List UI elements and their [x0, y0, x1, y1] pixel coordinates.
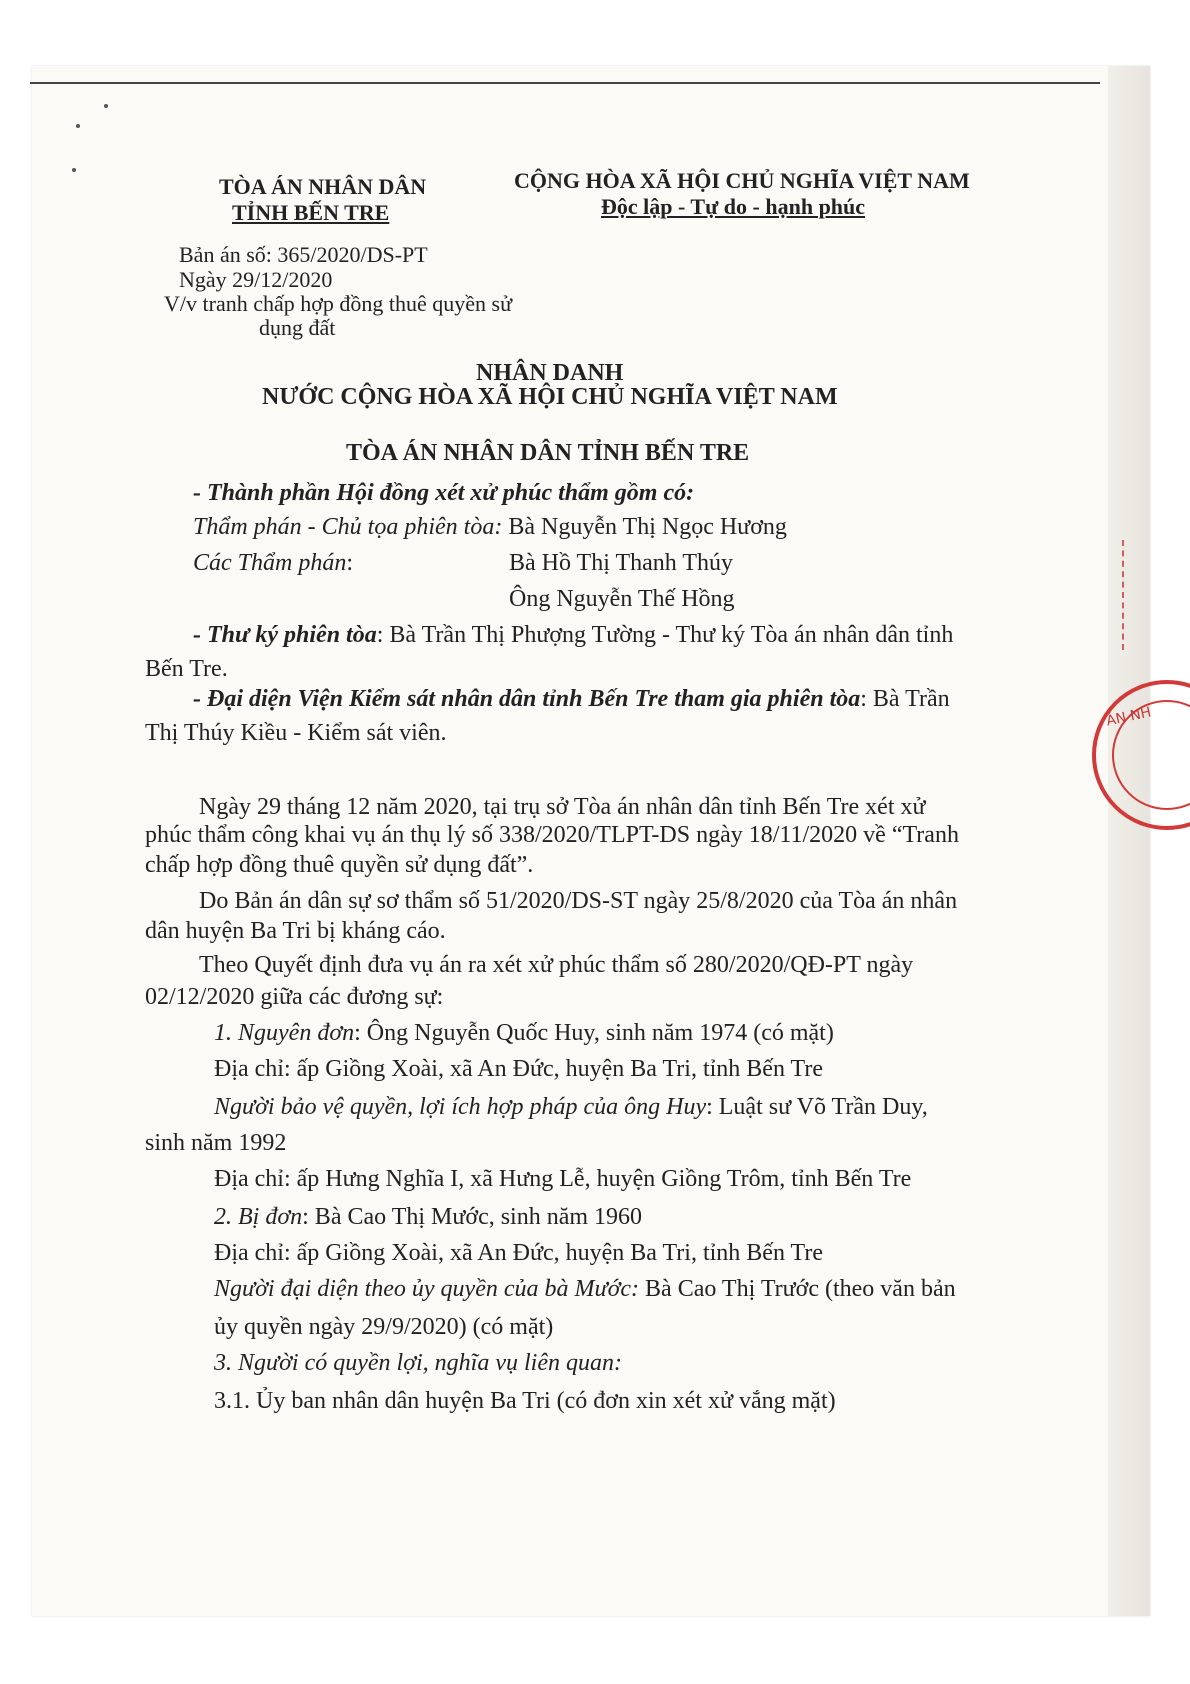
margin-stamp-mark — [1122, 540, 1134, 650]
nation-line1: CỘNG HÒA XÃ HỘI CHỦ NGHĨA VIỆT NAM — [514, 168, 970, 193]
protector-text: : Luật sư Võ Trần Duy, — [706, 1094, 928, 1120]
nation-line2: Độc lập - Tự do - hạnh phúc — [601, 194, 866, 219]
ink-speck — [76, 124, 80, 128]
judgment-date: Ngày 29/12/2020 — [179, 267, 333, 292]
court-name-line1: TÒA ÁN NHÂN DÂN — [219, 174, 427, 199]
clerk-line1 — [193, 622, 953, 649]
defendant-text: : Bà Cao Thị Mước, sinh năm 1960 — [302, 1204, 643, 1230]
case-subject-line1: V/v tranh chấp hợp đồng thuê quyền sử — [164, 291, 512, 316]
protector-birth: sinh năm 1992 — [145, 1130, 287, 1156]
court-name-line2: TỈNH BẾN TRE — [232, 200, 390, 225]
representative-line2: ủy quyền ngày 29/9/2020) (có mặt) — [214, 1314, 554, 1340]
clerk-label: - Thư ký phiên tòa — [193, 622, 377, 648]
ink-speck — [104, 104, 108, 108]
clerk-line2: Bến Tre. — [145, 656, 228, 682]
representative-line — [214, 1276, 956, 1303]
top-rule — [30, 82, 1100, 84]
judges-label: Các Thẩm phán — [193, 550, 347, 576]
paragraph2-line2: dân huyện Ba Tri bị kháng cáo. — [145, 918, 446, 944]
procuracy-line2: Thị Thúy Kiều - Kiểm sát viên. — [145, 720, 447, 746]
procuracy-line1 — [193, 686, 950, 713]
title-line2: NƯỚC CỘNG HÒA XÃ HỘI CHỦ NGHĨA VIỆT NAM — [262, 384, 838, 410]
title-line1: NHÂN DANH — [476, 360, 624, 386]
protector-label: Người bảo vệ quyền, lợi ích hợp pháp của ông Huy — [214, 1094, 707, 1120]
procuracy-text: : Bà Trần — [860, 686, 950, 712]
related-party-1: 3.1. Ủy ban nhân dân huyện Ba Tri (có đơn xin xét xử vắng mặt) — [214, 1388, 836, 1414]
protector-address: Địa chỉ: ấp Hưng Nghĩa I, xã Hưng Lễ, huyện Giồng Trôm, tỉnh Bến Tre — [214, 1166, 912, 1192]
plaintiff-line — [214, 1020, 834, 1047]
judge-2: Ông Nguyễn Thế Hồng — [509, 586, 735, 612]
plaintiff-text: : Ông Nguyễn Quốc Huy, sinh năm 1974 (có mặt) — [354, 1020, 834, 1046]
presiding-name: Bà Nguyễn Thị Ngọc Hương — [502, 514, 787, 540]
defendant-line — [214, 1204, 642, 1231]
protector-line — [214, 1094, 928, 1121]
panel-heading: - Thành phần Hội đồng xét xử phúc thẩm gồm có: — [193, 480, 695, 506]
ink-speck — [72, 168, 76, 172]
paragraph2-line1: Do Bản án dân sự sơ thẩm số 51/2020/DS-ST ngày 25/8/2020 của Tòa án nhân — [199, 888, 958, 914]
paragraph1-line3: chấp hợp đồng thuê quyền sử dụng đất”. — [145, 852, 534, 878]
seal-letters: ÁN NH — [1104, 704, 1153, 730]
paragraph3-line2: 02/12/2020 giữa các đương sự: — [145, 984, 444, 1010]
clerk-text: : Bà Trần Thị Phượng Tường - Thư ký Tòa án nhân dân tỉnh — [376, 622, 954, 648]
presiding-label: Thẩm phán - Chủ tọa phiên tòa: — [193, 514, 503, 540]
plaintiff-label: 1. Nguyên đơn — [214, 1020, 355, 1046]
defendant-label: 2. Bị đơn — [214, 1204, 303, 1230]
representative-text: Bà Cao Thị Trước (theo văn bản — [639, 1276, 956, 1302]
judgment-number: Bản án số: 365/2020/DS-PT — [179, 242, 428, 267]
judges-label-line — [193, 550, 353, 577]
defendant-address: Địa chỉ: ấp Giồng Xoài, xã An Đức, huyện Ba Tri, tỉnh Bến Tre — [214, 1240, 823, 1266]
procuracy-label: - Đại diện Viện Kiểm sát nhân dân tỉnh Bến Tre tham gia phiên tòa — [193, 686, 861, 712]
related-parties-label: 3. Người có quyền lợi, nghĩa vụ liên quan: — [214, 1350, 622, 1376]
case-subject-line2: dụng đất — [259, 315, 336, 340]
title-line3: TÒA ÁN NHÂN DÂN TỈNH BẾN TRE — [346, 440, 750, 466]
representative-label: Người đại diện theo ủy quyền của bà Mước: — [214, 1276, 640, 1302]
paragraph1-line2: phúc thẩm công khai vụ án thụ lý số 338/2020/TLPT-DS ngày 18/11/2020 về “Tranh — [145, 822, 959, 848]
paragraph3-line1: Theo Quyết định đưa vụ án ra xét xử phúc thẩm số 280/2020/QĐ-PT ngày — [199, 952, 914, 978]
judges-colon: : — [346, 550, 354, 576]
judge-1: Bà Hồ Thị Thanh Thúy — [509, 550, 733, 576]
scan-edge — [1108, 66, 1150, 1616]
plaintiff-address: Địa chỉ: ấp Giồng Xoài, xã An Đức, huyện Ba Tri, tỉnh Bến Tre — [214, 1056, 823, 1082]
paragraph1-line1: Ngày 29 tháng 12 năm 2020, tại trụ sở Tòa án nhân dân tỉnh Bến Tre xét xử — [199, 794, 926, 820]
presiding-judge-line — [193, 514, 787, 541]
